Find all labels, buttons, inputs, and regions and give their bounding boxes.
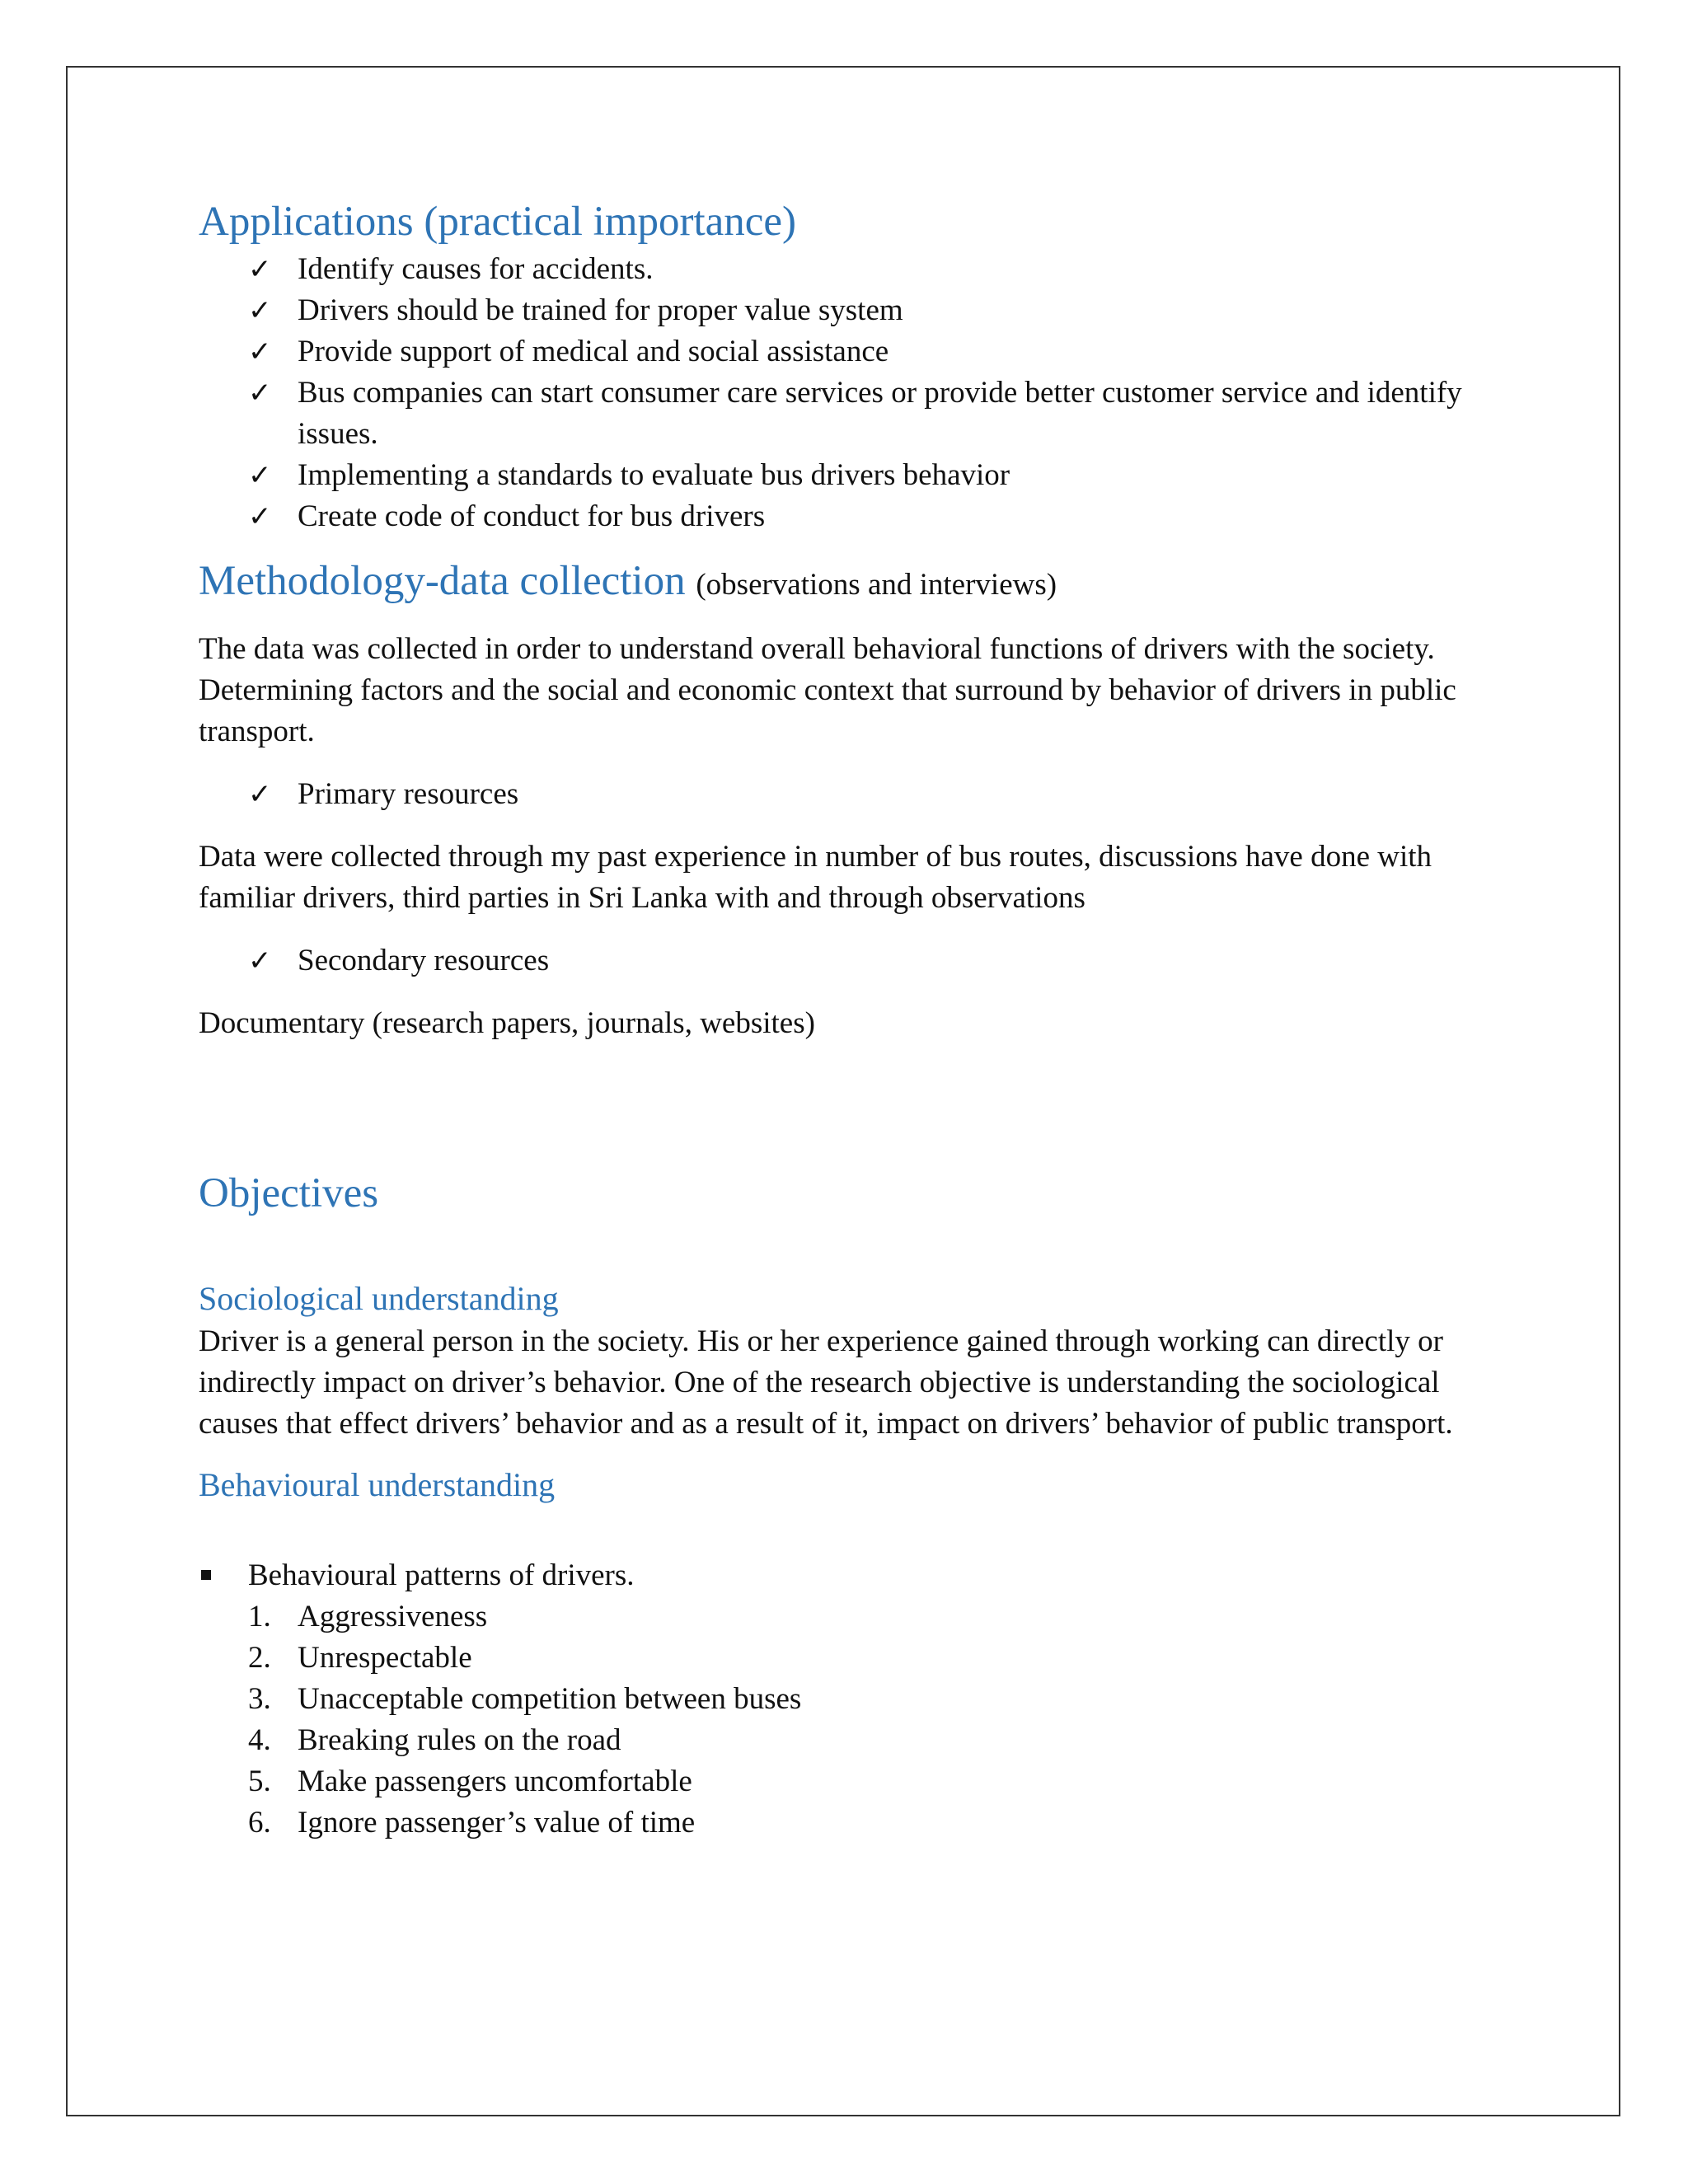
check-mark-icon: ✓: [248, 335, 272, 368]
list-item: ✓ Secondary resources: [248, 940, 1501, 982]
methodology-intro: The data was collected in order to understand overall behavioral functions of drivers with the society. Determining factors and the social and economic context that surround by behavior of drivers in public transport.: [199, 632, 1456, 748]
primary-resources-list: [199, 774, 1501, 815]
list-item: ✓ Create code of conduct for bus drivers: [248, 496, 1501, 537]
list-item: ✓ Primary resources: [248, 774, 1501, 815]
methodology-heading-suffix: (observations and interviews): [696, 568, 1057, 602]
primary-resources-text: Data were collected through my past experience in number of bus routes, discussions have done with familiar drivers, third parties in Sri Lanka with and through observations: [199, 840, 1432, 915]
behavioural-patterns-numbered: [199, 1596, 1501, 1844]
check-mark-icon: ✓: [248, 377, 272, 410]
objectives-heading: Objectives: [199, 1170, 379, 1216]
list-item: 5. Make passengers uncomfortable: [248, 1765, 692, 1798]
check-mark-icon: ✓: [248, 778, 272, 811]
list-item: 6. Ignore passenger’s value of time: [248, 1806, 696, 1840]
check-mark-icon: ✓: [248, 459, 272, 492]
square-bullet-icon: [201, 1570, 211, 1580]
secondary-resources-list: [199, 940, 1501, 982]
secondary-resources-text: Documentary (research papers, journals, websites): [199, 1006, 815, 1040]
sociological-text: Driver is a general person in the society. His or her experience gained through working can directly or indirectly impact on driver’s behavior. One of the research objective is understanding the sociological causes that effect drivers’ behavior and as a result of it, impact on drivers’ behavior of public transport.: [199, 1324, 1453, 1441]
check-mark-icon: ✓: [248, 294, 272, 327]
applications-list: [199, 249, 1501, 537]
list-item: 2. Unrespectable: [248, 1641, 472, 1675]
check-mark-icon: ✓: [248, 253, 272, 286]
behavioural-patterns-list: [199, 1555, 1501, 1596]
methodology-heading: Methodology-data collection (observations and interviews): [199, 558, 1057, 604]
check-mark-icon: ✓: [248, 500, 272, 533]
document-body: [199, 194, 1501, 1844]
list-item: ✓ Provide support of medical and social assistance: [248, 331, 1501, 373]
list-item: Behavioural patterns of drivers.: [199, 1555, 1501, 1596]
list-item: 4. Breaking rules on the road: [248, 1723, 621, 1757]
list-item: ✓ Implementing a standards to evaluate bus drivers behavior: [248, 455, 1501, 496]
behavioural-heading: Behavioural understanding: [199, 1466, 556, 1503]
check-mark-icon: ✓: [248, 944, 272, 977]
list-item: ✓ Drivers should be trained for proper value system: [248, 290, 1501, 331]
list-item: 3. Unacceptable competition between buses: [248, 1682, 802, 1716]
list-item: 1. Aggressiveness: [248, 1600, 488, 1633]
applications-heading: Applications (practical importance): [199, 199, 797, 245]
sociological-heading: Sociological understanding: [199, 1280, 559, 1317]
list-item: ✓ Identify causes for accidents.: [248, 249, 1501, 290]
list-item: ✓ Bus companies can start consumer care services or provide better customer service and identify issues.: [248, 373, 1501, 455]
